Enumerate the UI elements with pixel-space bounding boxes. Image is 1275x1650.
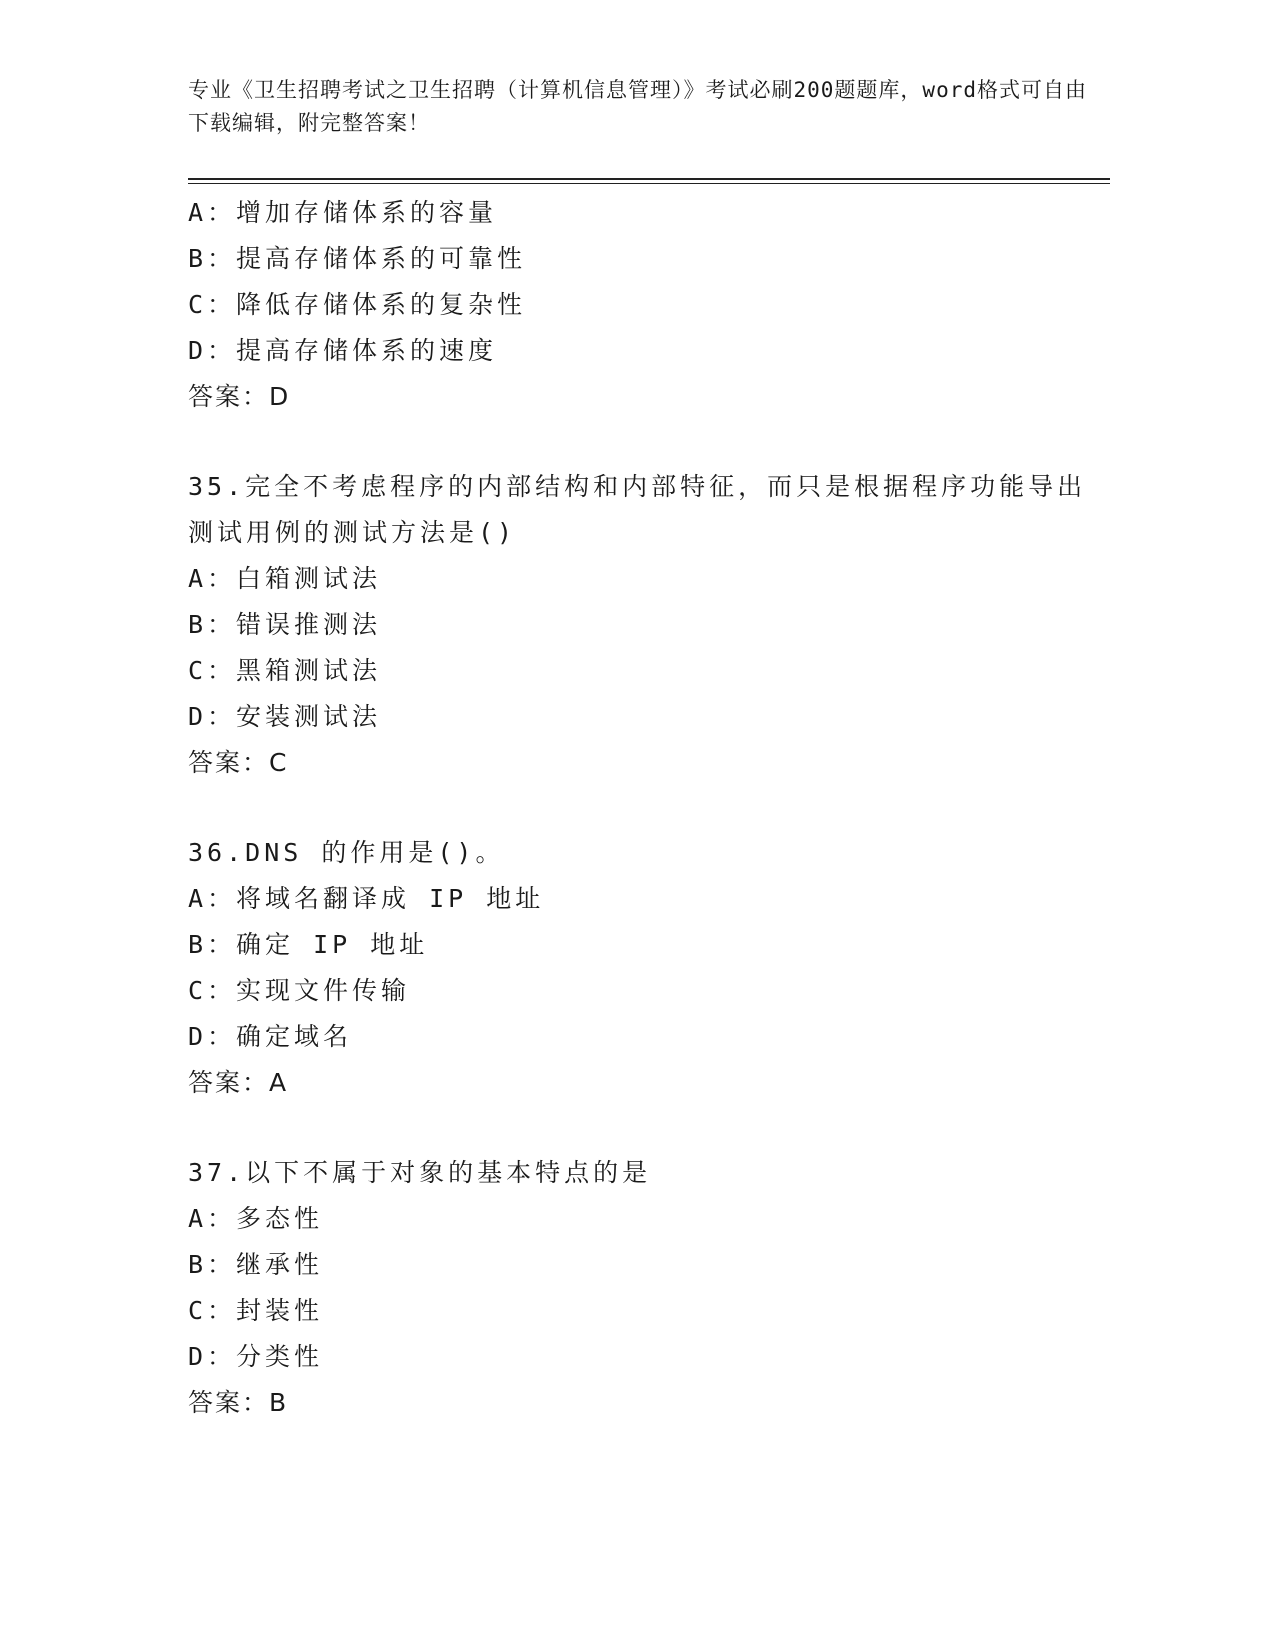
answer: 答案：B — [188, 1388, 289, 1417]
option-d: D：分类性 — [188, 1342, 324, 1371]
option-c: C：实现文件传输 — [188, 976, 411, 1005]
option-a: A：多态性 — [188, 1204, 324, 1233]
spacer — [188, 420, 1088, 464]
option-c: C：封装性 — [188, 1296, 324, 1325]
question-34 — [188, 190, 1088, 420]
option-d: D：确定域名 — [188, 1022, 353, 1051]
answer: 答案：D — [188, 382, 291, 411]
option-b: B：继承性 — [188, 1250, 324, 1279]
header-rule-thick — [188, 178, 1110, 180]
option-d: D：安装测试法 — [188, 702, 382, 731]
spacer — [188, 786, 1088, 830]
answer: 答案：A — [188, 1068, 289, 1097]
question-35 — [188, 464, 1088, 786]
option-b: B：提高存储体系的可靠性 — [188, 244, 527, 273]
question-stem: 35.完全不考虑程序的内部结构和内部特征，而只是根据程序功能导出测试用例的测试方法是() — [188, 472, 1087, 547]
option-b: B：确定 IP 地址 — [188, 930, 429, 959]
question-stem: 37.以下不属于对象的基本特点的是 — [188, 1158, 652, 1187]
option-b: B：错误推测法 — [188, 610, 382, 639]
option-a: A：白箱测试法 — [188, 564, 382, 593]
spacer — [188, 1106, 1088, 1150]
question-stem: 36.DNS 的作用是()。 — [188, 838, 505, 867]
option-a: A：将域名翻译成 IP 地址 — [188, 884, 545, 913]
question-36 — [188, 830, 1088, 1106]
option-d: D：提高存储体系的速度 — [188, 336, 498, 365]
header-rule-thin — [188, 183, 1110, 184]
question-37 — [188, 1150, 1088, 1426]
option-c: C：黑箱测试法 — [188, 656, 382, 685]
answer: 答案：C — [188, 748, 289, 777]
option-c: C：降低存储体系的复杂性 — [188, 290, 527, 319]
question-list — [188, 190, 1088, 1426]
document-header: 专业《卫生招聘考试之卫生招聘（计算机信息管理）》考试必刷200题题库，word格式可自由下载编辑，附完整答案！ — [188, 78, 1087, 135]
option-a: A：增加存储体系的容量 — [188, 198, 498, 227]
